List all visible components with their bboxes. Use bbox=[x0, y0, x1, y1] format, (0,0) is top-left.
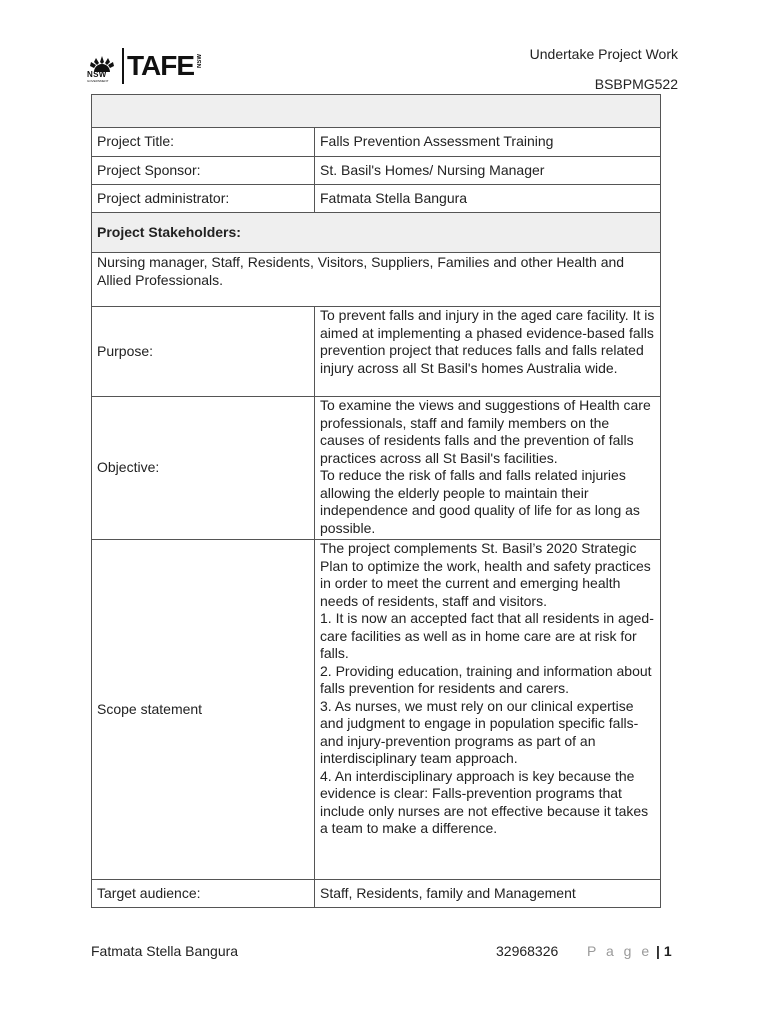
objective-label: Objective: bbox=[92, 397, 315, 540]
project-details-table bbox=[91, 94, 661, 908]
scope-paragraph: The project complements St. Basil’s 2020 Strategic Plan to optimize the work, health and safety practices in order to meet the current and emerging health needs of residents, staff and visitors. bbox=[320, 540, 651, 609]
table-row bbox=[92, 95, 661, 128]
page-label: P a g e bbox=[587, 943, 653, 959]
scope-paragraph: 4. An interdisciplinary approach is key because the evidence is clear: Falls-prevention programs that include only nurses are not effective because it takes a team to make a difference. bbox=[320, 767, 649, 836]
scope-paragraph: 2. Providing education, training and information about falls prevention for residents and carers. bbox=[320, 662, 652, 696]
project-admin-label: Project administrator: bbox=[92, 185, 315, 213]
course-title: Undertake Project Work bbox=[529, 46, 678, 62]
footer-page-number bbox=[587, 943, 672, 959]
tafe-logo-text: TAFE bbox=[127, 50, 195, 81]
table-title-cell bbox=[92, 95, 661, 128]
footer-student-id: 32968326 bbox=[496, 943, 559, 959]
stakeholders-value: Nursing manager, Staff, Residents, Visitors, Suppliers, Families and other Health and Allied Professionals. bbox=[92, 253, 661, 307]
table-row bbox=[92, 157, 661, 185]
table-row bbox=[92, 185, 661, 213]
target-audience-value: Staff, Residents, family and Management bbox=[315, 880, 661, 908]
project-admin-value: Fatmata Stella Bangura bbox=[315, 185, 661, 213]
objective-paragraph: To examine the views and suggestions of Health care professionals, staff and family members on the causes of residents falls and the prevention of falls practices across all St Basil's facilities. bbox=[320, 397, 651, 466]
scope-paragraph: 3. As nurses, we must rely on our clinical expertise and judgment to engage in population specific falls- and injury-prevention programs as part of an interdisciplinary team approach. bbox=[320, 697, 639, 766]
government-logo-text: GOVERNMENT bbox=[87, 79, 109, 83]
table-row bbox=[92, 253, 661, 307]
logo-divider bbox=[122, 48, 124, 84]
tafe-nsw-logo bbox=[86, 46, 203, 86]
page-separator: | bbox=[656, 943, 660, 959]
scope-value bbox=[315, 540, 661, 880]
footer-author: Fatmata Stella Bangura bbox=[91, 943, 239, 959]
table-row bbox=[92, 397, 661, 540]
page-number: 1 bbox=[663, 943, 672, 959]
project-title-label: Project Title: bbox=[92, 128, 315, 157]
project-sponsor-label: Project Sponsor: bbox=[92, 157, 315, 185]
project-sponsor-value: St. Basil's Homes/ Nursing Manager bbox=[315, 157, 661, 185]
tafe-nsw-logo-text: NSW bbox=[197, 54, 203, 68]
scope-paragraph: 1. It is now an accepted fact that all residents in aged-care facilities as well as in home care are at risk for falls. bbox=[320, 610, 654, 661]
scope-label: Scope statement bbox=[92, 540, 315, 880]
table-row bbox=[92, 213, 661, 253]
stakeholders-heading: Project Stakeholders: bbox=[92, 213, 661, 253]
table-row bbox=[92, 128, 661, 157]
purpose-label: Purpose: bbox=[92, 307, 315, 397]
course-code: BSBPMG522 bbox=[594, 76, 678, 92]
objective-paragraph: To reduce the risk of falls and falls related injuries allowing the elderly people to maintain their independence and good quality of life for as long as possible. bbox=[320, 467, 640, 536]
target-audience-label: Target audience: bbox=[92, 880, 315, 908]
table-row bbox=[92, 307, 661, 397]
nsw-logo-text: NSW bbox=[87, 70, 107, 79]
project-title-value: Falls Prevention Assessment Training bbox=[315, 128, 661, 157]
objective-value bbox=[315, 397, 661, 540]
table-row bbox=[92, 540, 661, 880]
purpose-value: To prevent falls and injury in the aged care facility. It is aimed at implementing a phased evidence-based falls prevention project that reduces falls and falls related injury across all St Basil's homes Australia wide. bbox=[315, 307, 661, 397]
table-row bbox=[92, 880, 661, 908]
